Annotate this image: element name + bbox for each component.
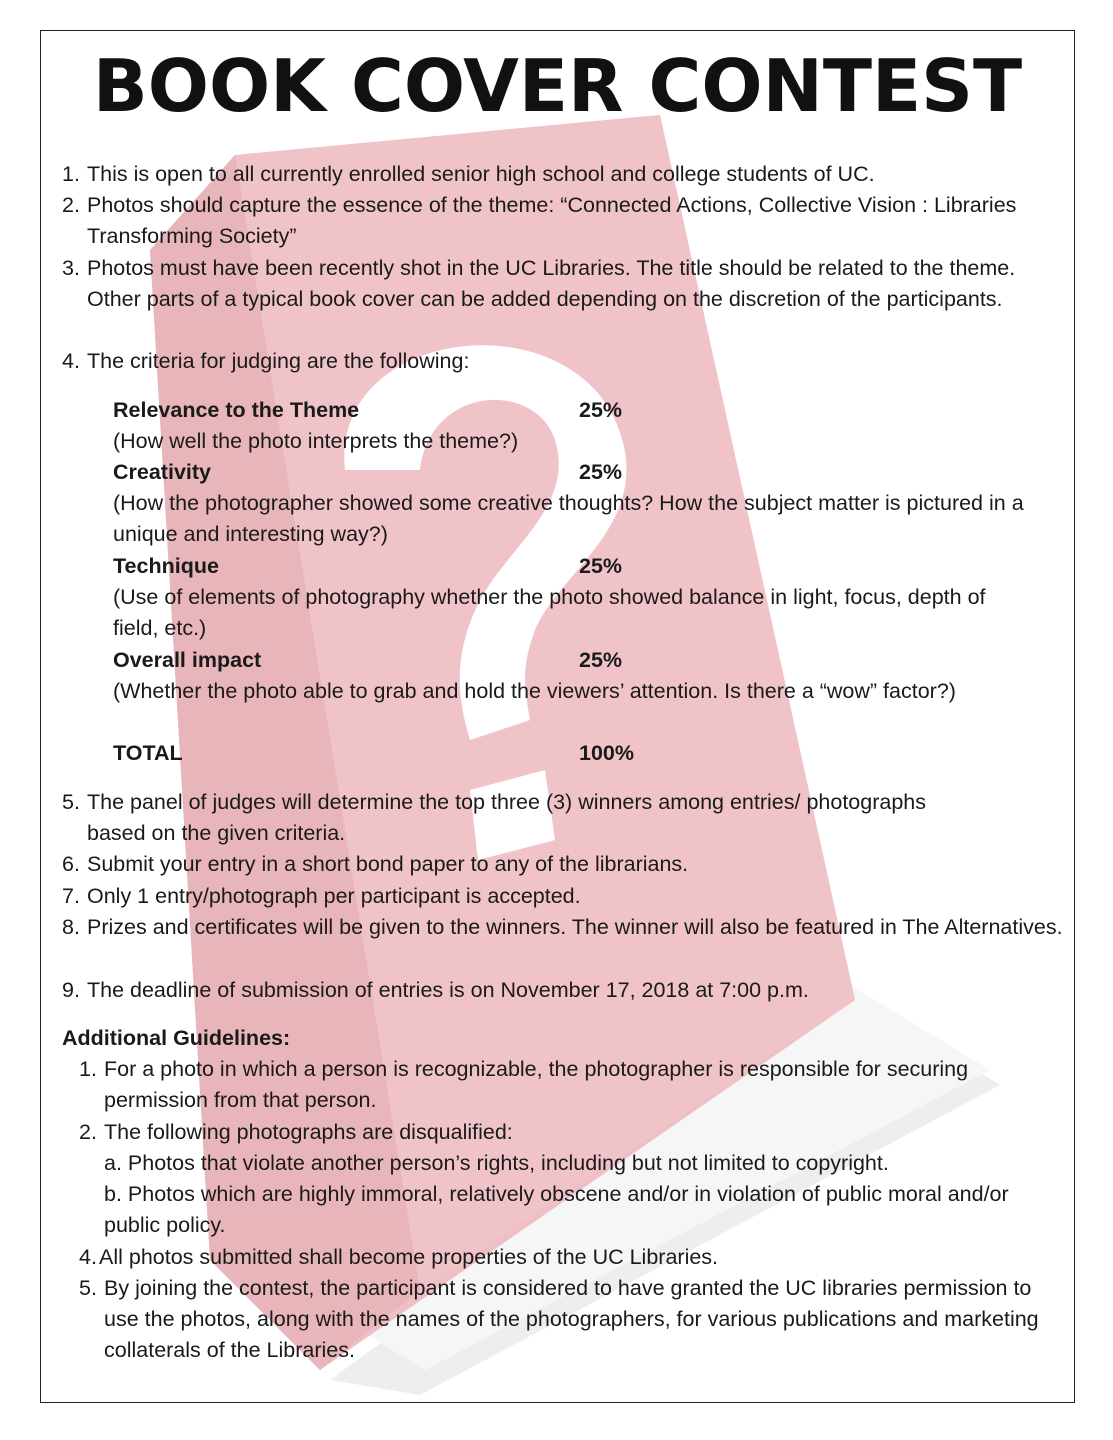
guideline-subitem bbox=[104, 1148, 1069, 1179]
criterion-description: (Use of elements of photography whether the photo showed balance in light, focus, depth of field, etc.) bbox=[113, 585, 986, 641]
rule-item bbox=[62, 975, 1067, 1006]
rule-number: 8. bbox=[62, 915, 80, 939]
criterion-name: Technique bbox=[113, 554, 219, 578]
rule-text: Photos should capture the essence of the theme: “Connected Actions, Collective Vision : Libraries Transforming Society” bbox=[87, 193, 1017, 249]
criterion-percent: 100% bbox=[579, 741, 634, 765]
criterion-name: Creativity bbox=[113, 460, 211, 484]
rule-text: This is open to all currently enrolled senior high school and college students of UC. bbox=[87, 162, 875, 186]
criterion-description: (Whether the photo able to grab and hold the viewers’ attention. Is there a “wow” factor?) bbox=[113, 679, 956, 704]
guideline-number: 5. bbox=[79, 1276, 97, 1300]
guideline-text: For a photo in which a person is recognizable, the photographer is responsible for securing permission from that person. bbox=[104, 1057, 969, 1113]
rule-item bbox=[62, 159, 1067, 190]
guideline-subitem bbox=[104, 1179, 1054, 1241]
rule-number: 1. bbox=[62, 162, 80, 186]
guideline-subitem-letter: b. bbox=[104, 1182, 122, 1206]
criterion-percent: 25% bbox=[579, 648, 623, 672]
guideline-item bbox=[79, 1054, 1069, 1116]
rule-number: 6. bbox=[62, 852, 80, 876]
criterion-total bbox=[113, 738, 1063, 769]
guideline-item bbox=[79, 1242, 1069, 1273]
rule-text: The deadline of submission of entries is on November 17, 2018 at 7:00 p.m. bbox=[87, 978, 809, 1002]
rule-number: 7. bbox=[62, 884, 80, 908]
guideline-number: 4. bbox=[79, 1245, 97, 1269]
criterion-percent: 25% bbox=[579, 460, 623, 484]
rule-item bbox=[62, 787, 967, 849]
rule-item bbox=[62, 881, 1067, 912]
criterion-name: Overall impact bbox=[113, 648, 262, 672]
criterion-percent: 25% bbox=[579, 554, 623, 578]
criterion-percent: 25% bbox=[579, 398, 623, 422]
rule-item bbox=[62, 912, 1067, 943]
criterion-name: Relevance to the Theme bbox=[113, 398, 360, 422]
guideline-subitem-text: Photos which are highly immoral, relatively obscene and/or in violation of public moral and/or public policy. bbox=[104, 1182, 1009, 1238]
rule-item bbox=[62, 346, 1067, 377]
rule-text: Only 1 entry/photograph per participant is accepted. bbox=[87, 884, 581, 908]
criterion bbox=[113, 551, 1013, 645]
additional-guidelines-heading: Additional Guidelines: bbox=[62, 1026, 291, 1050]
rule-number: 2. bbox=[62, 193, 80, 217]
guideline-item bbox=[79, 1273, 1044, 1367]
criterion-description: (How the photographer showed some creative thoughts? How the subject matter is pictured in a unique and interesting way?) bbox=[113, 491, 1024, 547]
rule-item bbox=[62, 253, 1067, 315]
rule-text: The panel of judges will determine the top three (3) winners among entries/ photographs based on the given criteria. bbox=[87, 790, 926, 846]
guideline-text: By joining the contest, the participant is considered to have granted the UC libraries permission to use the photos, along with the names of the photographers, for various publications and marketing collaterals of the Libraries. bbox=[104, 1276, 1039, 1363]
guideline-subitem-text: Photos that violate another person’s rights, including but not limited to copyright. bbox=[127, 1151, 889, 1175]
rule-text: Prizes and certificates will be given to the winners. The winner will also be featured in The Alternatives. bbox=[87, 915, 1063, 939]
guideline-text: All photos submitted shall become properties of the UC Libraries. bbox=[99, 1245, 719, 1269]
rule-number: 3. bbox=[62, 256, 80, 280]
criterion-name: TOTAL bbox=[113, 741, 183, 765]
criterion bbox=[113, 395, 1063, 457]
rule-text: The criteria for judging are the following: bbox=[87, 349, 470, 373]
guideline-number: 1. bbox=[79, 1057, 97, 1081]
guideline-item bbox=[79, 1117, 1069, 1148]
rule-item bbox=[62, 190, 1037, 252]
guideline-number: 2. bbox=[79, 1120, 97, 1144]
rule-number: 4. bbox=[62, 349, 80, 373]
criterion bbox=[113, 645, 1063, 707]
page-title: BOOK COVER CONTEST bbox=[92, 44, 1023, 128]
rule-item bbox=[62, 849, 1067, 880]
guideline-subitem-letter: a. bbox=[104, 1151, 122, 1175]
criterion-description: (How well the photo interprets the theme?) bbox=[113, 429, 519, 454]
rule-number: 9. bbox=[62, 978, 80, 1002]
rule-text: Submit your entry in a short bond paper to any of the librarians. bbox=[87, 852, 689, 876]
guideline-text: The following photographs are disqualified: bbox=[104, 1120, 513, 1144]
criterion bbox=[113, 457, 1063, 551]
rule-text: Photos must have been recently shot in the UC Libraries. The title should be related to the theme. Other parts of a typical book cover can be added depending on the discretion of the participants. bbox=[87, 256, 1016, 312]
rule-number: 5. bbox=[62, 790, 80, 814]
